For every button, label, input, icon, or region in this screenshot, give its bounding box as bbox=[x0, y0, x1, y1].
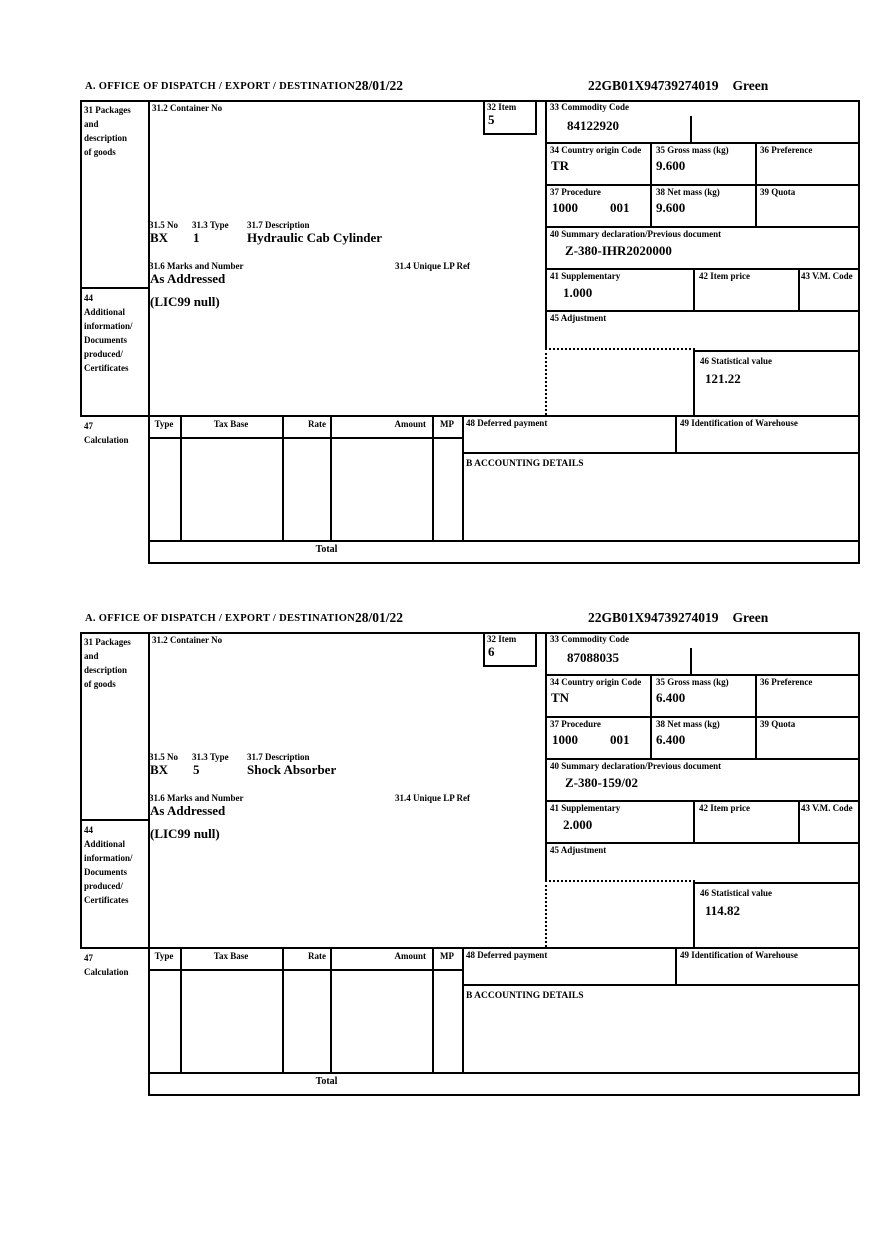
border-line bbox=[330, 415, 332, 540]
commodity-code-value: 87088035 bbox=[567, 650, 619, 665]
border-line bbox=[180, 415, 182, 540]
border-line bbox=[483, 665, 537, 667]
quota-label: 39 Quota bbox=[760, 187, 796, 197]
label-line: description bbox=[84, 133, 128, 143]
border-line bbox=[462, 452, 860, 454]
procedure-value-2: 001 bbox=[610, 732, 630, 747]
warehouse-id-label: 49 Identification of Warehouse bbox=[680, 950, 798, 960]
commodity-code-label: 33 Commodity Code bbox=[550, 102, 629, 112]
procedure-value-2: 001 bbox=[610, 200, 630, 215]
border-line bbox=[650, 142, 652, 226]
border-line bbox=[80, 819, 148, 821]
item-price-label: 42 Item price bbox=[699, 271, 750, 281]
supplementary-value: 2.000 bbox=[563, 817, 593, 832]
label-line: Additional bbox=[84, 307, 126, 317]
border-line bbox=[545, 632, 547, 880]
box31-packages-label bbox=[84, 103, 131, 159]
border-line bbox=[80, 632, 82, 947]
item-number-label: 32 Item bbox=[487, 102, 517, 112]
border-line bbox=[545, 184, 860, 186]
procedure-label: 37 Procedure bbox=[550, 719, 601, 729]
preference-label: 36 Preference bbox=[760, 677, 813, 687]
dotted-border-line bbox=[545, 880, 695, 882]
commodity-code-value: 84122920 bbox=[567, 118, 619, 133]
border-line bbox=[432, 947, 434, 1072]
border-line bbox=[545, 142, 860, 144]
procedure-value-1: 1000 bbox=[552, 200, 578, 215]
preference-label: 36 Preference bbox=[760, 145, 813, 155]
total-label: Total bbox=[315, 544, 338, 555]
label-line: produced/ bbox=[84, 349, 123, 359]
border-line bbox=[282, 947, 284, 1072]
country-origin-label: 34 Country origin Code bbox=[550, 677, 642, 687]
border-line bbox=[148, 437, 462, 439]
goods-description-value: Shock Absorber bbox=[247, 762, 337, 777]
description-label: 31.7 Description bbox=[247, 220, 310, 230]
additional-info-value: (LIC99 null) bbox=[150, 826, 220, 841]
border-line bbox=[545, 758, 860, 760]
package-type-value: 1 bbox=[193, 230, 200, 245]
border-line bbox=[693, 882, 860, 884]
border-line bbox=[282, 415, 284, 540]
marks-label: 31.6 Marks and Number bbox=[149, 261, 244, 271]
border-line bbox=[148, 632, 150, 1096]
statistical-value: 114.82 bbox=[705, 903, 741, 918]
gross-mass-label: 35 Gross mass (kg) bbox=[656, 677, 729, 687]
declaration-item-section bbox=[0, 75, 882, 575]
border-line bbox=[148, 969, 462, 971]
warehouse-id-label: 49 Identification of Warehouse bbox=[680, 418, 798, 428]
calc-type-header: Type bbox=[154, 419, 174, 429]
border-line bbox=[545, 226, 860, 228]
label-line: Additional bbox=[84, 839, 126, 849]
dotted-border-line bbox=[545, 348, 695, 350]
procedure-value-1: 1000 bbox=[552, 732, 578, 747]
routing-status: Green bbox=[732, 610, 769, 625]
border-line bbox=[148, 540, 860, 542]
border-line bbox=[80, 100, 82, 415]
border-line bbox=[80, 415, 860, 417]
border-line bbox=[755, 674, 757, 758]
label-line: and bbox=[84, 651, 99, 661]
net-mass-value: 9.600 bbox=[656, 200, 686, 215]
border-line bbox=[330, 947, 332, 1072]
package-no-value: BX bbox=[150, 762, 169, 777]
label-line: description bbox=[84, 665, 128, 675]
package-type-value: 5 bbox=[193, 762, 200, 777]
border-line bbox=[693, 350, 860, 352]
border-line bbox=[432, 415, 434, 540]
deferred-payment-label: 48 Deferred payment bbox=[466, 950, 548, 960]
declaration-date: 28/01/22 bbox=[355, 78, 404, 93]
label-line: Certificates bbox=[84, 895, 129, 905]
label-line: produced/ bbox=[84, 881, 123, 891]
border-line bbox=[675, 947, 677, 984]
goods-description-value: Hydraulic Cab Cylinder bbox=[247, 230, 383, 245]
border-line bbox=[483, 100, 485, 133]
label-line: 44 bbox=[84, 293, 93, 303]
label-line: Documents bbox=[84, 335, 127, 345]
border-line bbox=[535, 632, 537, 665]
procedure-label: 37 Procedure bbox=[550, 187, 601, 197]
border-line bbox=[462, 947, 464, 1072]
calc-mp-header: MP bbox=[440, 419, 454, 429]
calc-amount-header: Amount bbox=[394, 951, 426, 961]
net-mass-label: 38 Net mass (kg) bbox=[656, 187, 720, 197]
label-line: 31 Packages bbox=[84, 105, 131, 115]
adjustment-label: 45 Adjustment bbox=[550, 845, 607, 855]
deferred-payment-label: 48 Deferred payment bbox=[466, 418, 548, 428]
package-no-value: BX bbox=[150, 230, 169, 245]
reference-number: 22GB01X94739274019 bbox=[588, 78, 719, 93]
border-line bbox=[545, 674, 860, 676]
supplementary-label: 41 Supplementary bbox=[550, 271, 621, 281]
label-line: and bbox=[84, 119, 99, 129]
border-line bbox=[80, 947, 860, 949]
border-line bbox=[650, 674, 652, 758]
label-line: information/ bbox=[84, 321, 133, 331]
border-line bbox=[693, 268, 695, 310]
label-line: Certificates bbox=[84, 363, 129, 373]
box31-packages-label bbox=[84, 635, 131, 691]
summary-declaration-label: 40 Summary declaration/Previous document bbox=[550, 229, 722, 239]
label-line: Documents bbox=[84, 867, 127, 877]
label-line: information/ bbox=[84, 853, 133, 863]
declaration-date: 28/01/22 bbox=[355, 610, 404, 625]
border-line bbox=[483, 133, 537, 135]
item-number-value: 6 bbox=[488, 644, 495, 659]
gross-mass-value: 6.400 bbox=[656, 690, 686, 705]
supplementary-value: 1.000 bbox=[563, 285, 593, 300]
border-line bbox=[148, 562, 860, 564]
border-line bbox=[148, 1094, 860, 1096]
office-of-dispatch-label: A. OFFICE OF DISPATCH / EXPORT / DESTINATION bbox=[85, 81, 356, 92]
quota-label: 39 Quota bbox=[760, 719, 796, 729]
office-of-dispatch-label: A. OFFICE OF DISPATCH / EXPORT / DESTINATION bbox=[85, 613, 356, 624]
border-line bbox=[545, 310, 860, 312]
gross-mass-value: 9.600 bbox=[656, 158, 686, 173]
border-line bbox=[693, 882, 695, 947]
package-no-label: 31.5 No bbox=[149, 752, 178, 762]
declaration-reference bbox=[588, 78, 768, 94]
label-line: Calculation bbox=[84, 435, 129, 445]
previous-document-value: Z-380-IHR2020000 bbox=[565, 243, 672, 258]
marks-value: As Addressed bbox=[150, 803, 226, 818]
calc-amount-header: Amount bbox=[394, 419, 426, 429]
label-line: 47 bbox=[84, 953, 93, 963]
border-line bbox=[755, 142, 757, 226]
item-number-value: 5 bbox=[488, 112, 495, 127]
calc-mp-header: MP bbox=[440, 951, 454, 961]
package-no-label: 31.5 No bbox=[149, 220, 178, 230]
adjustment-label: 45 Adjustment bbox=[550, 313, 607, 323]
label-line: of goods bbox=[84, 147, 116, 157]
border-line bbox=[693, 800, 695, 842]
reference-number: 22GB01X94739274019 bbox=[588, 610, 719, 625]
statistical-value: 121.22 bbox=[705, 371, 741, 386]
border-line bbox=[80, 287, 148, 289]
border-line bbox=[80, 100, 860, 102]
border-line bbox=[675, 415, 677, 452]
border-line bbox=[545, 100, 547, 348]
accounting-details-label: B ACCOUNTING DETAILS bbox=[466, 459, 584, 469]
box47-calculation-label bbox=[84, 951, 129, 979]
previous-document-value: Z-380-159/02 bbox=[565, 775, 638, 790]
calc-rate-header: Rate bbox=[308, 419, 326, 429]
declaration-reference bbox=[588, 610, 768, 626]
accounting-details-label: B ACCOUNTING DETAILS bbox=[466, 991, 584, 1001]
border-line bbox=[462, 415, 464, 540]
additional-info-value: (LIC99 null) bbox=[150, 294, 220, 309]
border-line bbox=[545, 800, 860, 802]
item-price-label: 42 Item price bbox=[699, 803, 750, 813]
label-line: 31 Packages bbox=[84, 637, 131, 647]
unique-lp-ref-label: 31.4 Unique LP Ref bbox=[395, 261, 471, 271]
calc-tax-base-header: Tax Base bbox=[213, 419, 249, 429]
border-line bbox=[798, 800, 800, 842]
package-type-label: 31.3 Type bbox=[192, 752, 229, 762]
statistical-value-label: 46 Statistical value bbox=[700, 888, 772, 898]
border-line bbox=[690, 648, 692, 674]
statistical-value-label: 46 Statistical value bbox=[700, 356, 772, 366]
border-line bbox=[858, 100, 860, 564]
border-line bbox=[148, 100, 150, 564]
calc-type-header: Type bbox=[154, 951, 174, 961]
border-line bbox=[180, 947, 182, 1072]
box44-additional-info-label bbox=[84, 291, 133, 375]
label-line: 47 bbox=[84, 421, 93, 431]
border-line bbox=[462, 984, 860, 986]
calc-tax-base-header: Tax Base bbox=[213, 951, 249, 961]
label-line: Calculation bbox=[84, 967, 129, 977]
vm-code-label: 43 V.M. Code bbox=[801, 803, 853, 813]
summary-declaration-label: 40 Summary declaration/Previous document bbox=[550, 761, 722, 771]
total-label: Total bbox=[315, 1076, 338, 1087]
net-mass-label: 38 Net mass (kg) bbox=[656, 719, 720, 729]
country-origin-label: 34 Country origin Code bbox=[550, 145, 642, 155]
container-no-label: 31.2 Container No bbox=[152, 635, 223, 645]
box47-calculation-label bbox=[84, 419, 129, 447]
label-line: 44 bbox=[84, 825, 93, 835]
country-origin-value: TN bbox=[551, 690, 570, 705]
declaration-item-section bbox=[0, 607, 882, 1107]
gross-mass-label: 35 Gross mass (kg) bbox=[656, 145, 729, 155]
marks-label: 31.6 Marks and Number bbox=[149, 793, 244, 803]
unique-lp-ref-label: 31.4 Unique LP Ref bbox=[395, 793, 471, 803]
label-line: of goods bbox=[84, 679, 116, 689]
border-line bbox=[693, 350, 695, 415]
border-line bbox=[545, 716, 860, 718]
border-line bbox=[858, 632, 860, 1096]
border-line bbox=[690, 116, 692, 142]
routing-status: Green bbox=[732, 78, 769, 93]
commodity-code-label: 33 Commodity Code bbox=[550, 634, 629, 644]
container-no-label: 31.2 Container No bbox=[152, 103, 223, 113]
net-mass-value: 6.400 bbox=[656, 732, 686, 747]
border-line bbox=[80, 632, 860, 634]
box44-additional-info-label bbox=[84, 823, 133, 907]
dotted-border-line bbox=[545, 880, 547, 947]
supplementary-label: 41 Supplementary bbox=[550, 803, 621, 813]
border-line bbox=[545, 842, 860, 844]
description-label: 31.7 Description bbox=[247, 752, 310, 762]
border-line bbox=[545, 268, 860, 270]
border-line bbox=[483, 632, 485, 665]
border-line bbox=[798, 268, 800, 310]
marks-value: As Addressed bbox=[150, 271, 226, 286]
border-line bbox=[148, 1072, 860, 1074]
dotted-border-line bbox=[545, 348, 547, 415]
border-line bbox=[535, 100, 537, 133]
calc-rate-header: Rate bbox=[308, 951, 326, 961]
country-origin-value: TR bbox=[551, 158, 570, 173]
package-type-label: 31.3 Type bbox=[192, 220, 229, 230]
item-number-label: 32 Item bbox=[487, 634, 517, 644]
vm-code-label: 43 V.M. Code bbox=[801, 271, 853, 281]
